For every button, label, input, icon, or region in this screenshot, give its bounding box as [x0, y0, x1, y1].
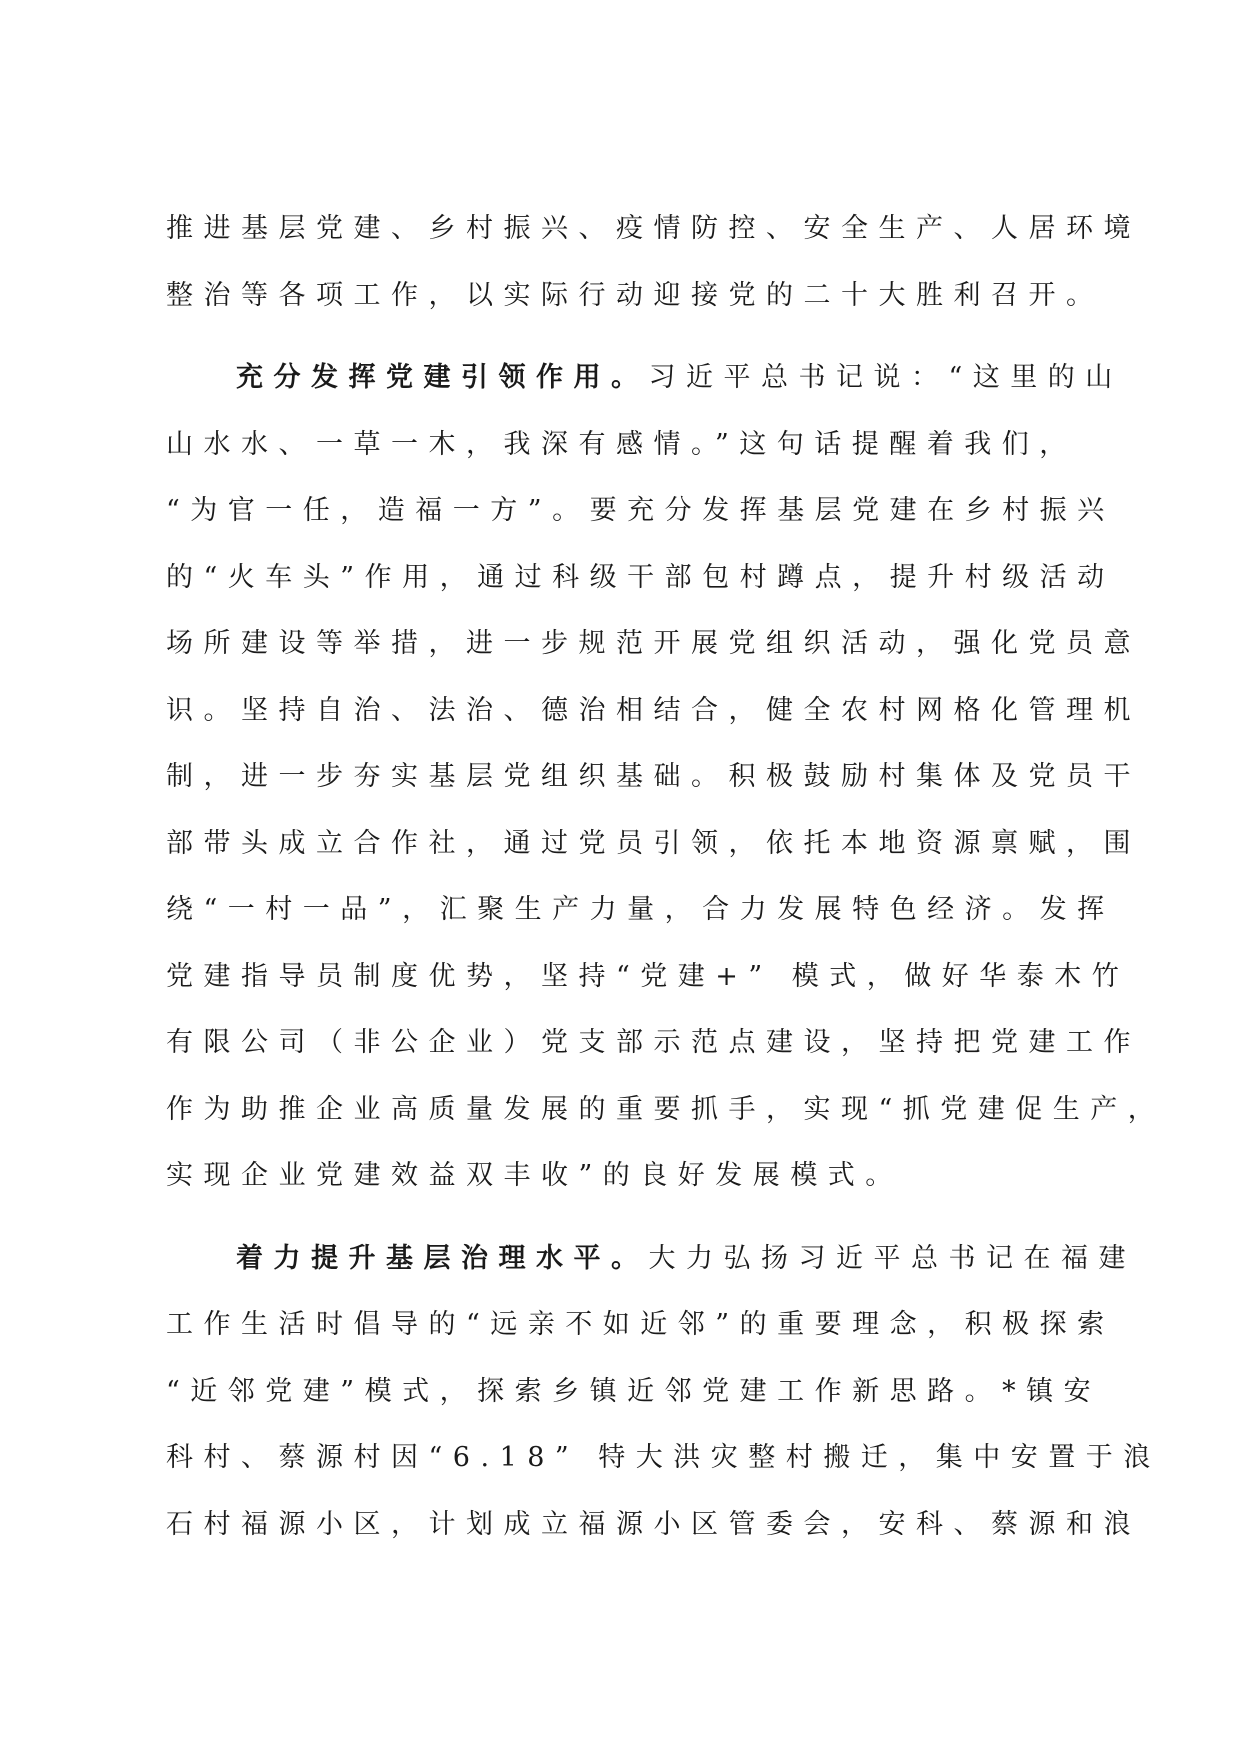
text-line: 的“火车头”作用，通过科级干部包村蹲点，提升村级活动	[166, 561, 1115, 593]
text-line: “为官一任，造福一方”。要充分发挥基层党建在乡村振兴	[166, 495, 1115, 526]
text-line: 科村、蔡源村因“6.18” 特大洪灾整村搬迁，集中安置于浪	[166, 1442, 1161, 1473]
text-line: 有限公司（非公企业）党支部示范点建设，坚持把党建工作	[166, 1027, 1141, 1058]
paragraph	[166, 196, 1141, 329]
text-line	[166, 1226, 1136, 1293]
paragraph-text: 习近平总书记说：“这里的山	[648, 362, 1123, 393]
text-line: 识。坚持自治、法治、德治相结合，健全农村网格化管理机	[166, 694, 1141, 726]
text-line: 实现企业党建效益双丰收”的良好发展模式。	[166, 1160, 903, 1191]
text-line: 石村福源小区，计划成立福源小区管委会，安科、蔡源和浪	[166, 1508, 1141, 1540]
text-line: “近邻党建”模式，探索乡镇近邻党建工作新思路。*镇安	[166, 1375, 1102, 1407]
text-line: 山水水、一草一木，我深有感情。”这句话提醒着我们，	[166, 428, 1077, 460]
text-line: 整治等各项工作，以实际行动迎接党的二十大胜利召开。	[166, 279, 1104, 311]
text-line: 部带头成立合作社，通过党员引领，依托本地资源禀赋，围	[166, 827, 1141, 859]
text-line: 推进基层党建、乡村振兴、疫情防控、安全生产、人居环境	[166, 213, 1141, 244]
paragraph-heading: 充分发挥党建引领作用。	[236, 362, 649, 393]
paragraph-spacer	[166, 329, 1076, 345]
text-line	[166, 345, 1123, 412]
paragraph-spacer	[166, 1210, 1076, 1226]
text-line: 场所建设等举措，进一步规范开展党组织活动，强化党员意	[166, 628, 1141, 659]
paragraph-heading: 着力提升基层治理水平。	[236, 1242, 649, 1274]
text-line: 制，进一步夯实基层党组织基础。积极鼓励村集体及党员干	[166, 761, 1141, 792]
text-line: 作为助推企业高质量发展的重要抓手，实现“抓党建促生产，	[166, 1093, 1166, 1125]
document-body	[166, 196, 1166, 1558]
text-line: 工作生活时倡导的“远亲不如近邻”的重要理念，积极探索	[166, 1309, 1115, 1340]
paragraph	[166, 1226, 1161, 1559]
text-line: 党建指导员制度优势，坚持“党建+” 模式，做好华泰木竹	[166, 960, 1130, 992]
text-line: 绕“一村一品”，汇聚生产力量，合力发展特色经济。发挥	[166, 894, 1115, 925]
paragraph	[166, 345, 1166, 1210]
paragraph-text: 大力弘扬习近平总书记在福建	[648, 1242, 1136, 1274]
